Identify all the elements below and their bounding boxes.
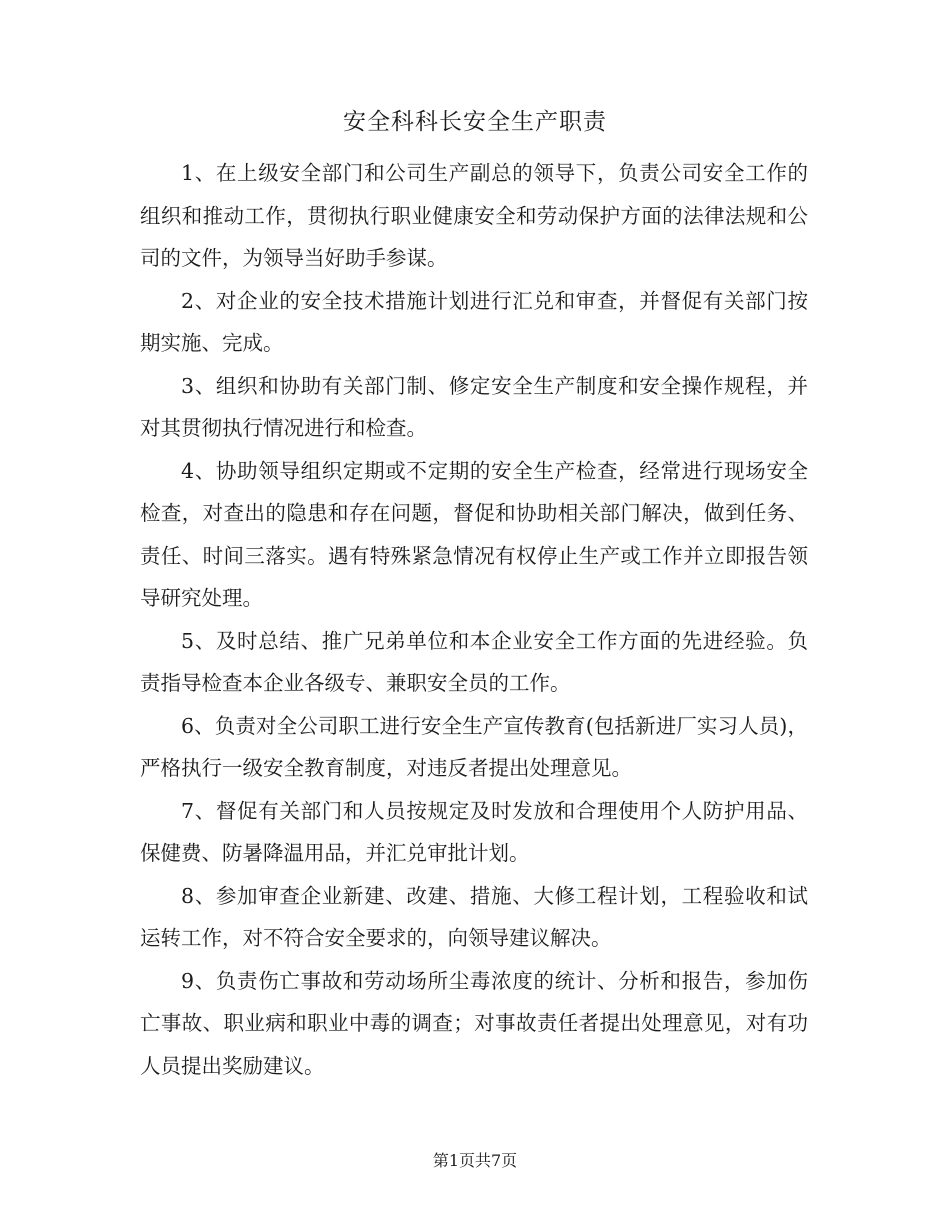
paragraph-8: 8、参加审查企业新建、改建、措施、大修工程计划，工程验收和试运转工作，对不符合安全要求的，向领导建议解决。	[140, 883, 808, 950]
paragraph-3: 3、组织和协助有关部门制、修定安全生产制度和安全操作规程，并对其贯彻执行情况进行和检查。	[140, 373, 808, 440]
paragraph-4: 4、协助领导组织定期或不定期的安全生产检查，经常进行现场安全检查，对查出的隐患和存在问题，督促和协助相关部门解决，做到任务、责任、时间三落实。遇有特殊紧急情况有权停止生产或工作并立即报告领导研究处理。	[140, 458, 808, 610]
paragraph-2: 2、对企业的安全技术措施计划进行汇兑和审查，并督促有关部门按期实施、完成。	[140, 288, 808, 355]
paragraph-6: 6、负责对全公司职工进行安全生产宣传教育(包括新进厂实习人员)，严格执行一级安全教育制度，对违反者提出处理意见。	[140, 713, 808, 780]
paragraph-1: 1、在上级安全部门和公司生产副总的领导下，负责公司安全工作的组织和推动工作，贯彻执行职业健康安全和劳动保护方面的法律法规和公司的文件，为领导当好助手参谋。	[140, 161, 808, 270]
paragraph-7: 7、督促有关部门和人员按规定及时发放和合理使用个人防护用品、保健费、防暑降温用品，并汇兑审批计划。	[140, 798, 808, 865]
paragraph-9: 9、负责伤亡事故和劳动场所尘毒浓度的统计、分析和报告，参加伤亡事故、职业病和职业中毒的调查；对事故责任者提出处理意见，对有功人员提出奖励建议。	[140, 968, 808, 1078]
document-title: 安全科科长安全生产职责	[343, 109, 607, 135]
page-number: 第1页共7页	[432, 1151, 518, 1170]
paragraph-5: 5、及时总结、推广兄弟单位和本企业安全工作方面的先进经验。负责指导检查本企业各级专、兼职安全员的工作。	[140, 628, 808, 695]
document-body	[140, 152, 808, 1087]
